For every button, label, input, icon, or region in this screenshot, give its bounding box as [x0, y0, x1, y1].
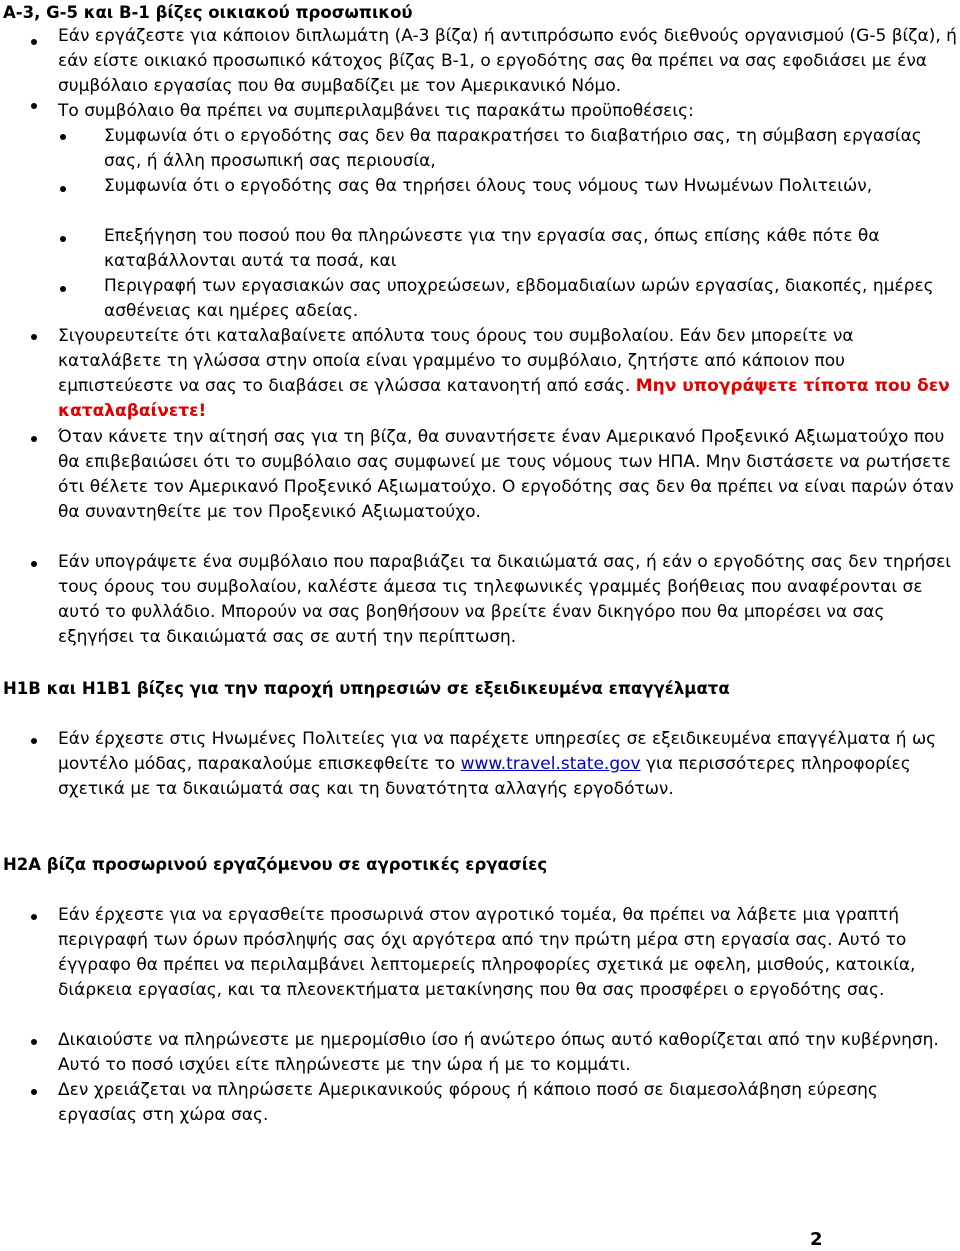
page-number: 2	[810, 1229, 823, 1250]
h1b-text-after: για περισσότερες πληροφορίες σχετικά με τα δικαιώματά σας και τη δυνατότητα αλλαγής εργοδότων.	[58, 754, 911, 799]
bullet-icon	[31, 914, 37, 920]
bullet-icon	[60, 286, 66, 292]
bullet-icon	[31, 561, 37, 567]
condition-pay: Επεξήγηση του ποσού που θα πληρώνεστε για την εργασία σας, όπως επίσης κάθε πότε θα καταβάλλονται αυτά τα ποσά, και	[104, 226, 880, 271]
understand-terms-text: Σιγουρευτείτε ότι καταλαβαίνετε απόλυτα τους όρους του συμβολαίου. Εάν δεν μπορείτε να καταλάβετε τη γλώσσα στην οποία είναι γραμμένο το συμβόλαιο, ζητήστε από κάποιον που εμπιστεύεστε να σας το διαβάσει σε γλώσσα κατανοητή από εσάς.	[58, 326, 854, 396]
section-heading-h1b: H1B και H1B1 βίζες για την παροχή υπηρεσιών σε εξειδικευμένα επαγγέλματα	[3, 679, 730, 698]
paragraph-contract-violation: Εάν υπογράψετε ένα συμβόλαιο που παραβιάζει τα δικαιώματά σας, ή εάν ο εργοδότης σας δεν τηρήσει τους όρους του συμβολαίου, καλέστε άμεσα τις τηλεφωνικές γραμμές βοήθειας που αναφέρονται σε αυτό το φυλλάδιο. Μπορούν να σας βοηθήσουν να βρείτε έναν δικηγόρο που θα μπορέσει να σας εξηγήσει τα δικαιώματά σας σε αυτή την περίπτωση.	[58, 552, 952, 647]
bullet-icon	[31, 738, 37, 744]
condition-duties: Περιγραφή των εργασιακών σας υποχρεώσεων, εβδομαδιαίων ωρών εργασίας, διακοπές, ημέρες ασθένειας και ημέρες αδείας.	[104, 276, 934, 321]
paragraph-understand-terms	[58, 324, 958, 424]
bullet-icon	[31, 39, 37, 45]
paragraph-h2a-terms: Εάν έρχεστε για να εργασθείτε προσωρινά στον αγροτικό τομέα, θα πρέπει να λάβετε μια γραπτή περιγραφή των όρων πρόσληψής σας όχι αργότερα από την πρώτη μέρα στη εργασία σας. Αυτό το έγγραφο θα πρέπει να περιλαμβάνει λεπτομερείς πληροφορίες σχετικά με οφελη, μισθούς, κατοικία, διάρκεια εργασίας, και τα πλεονεκτήματα μετακίνησης που θα σας προσφέρει ο εργοδότης σας.	[58, 905, 916, 1000]
section-heading-a3-g5-b1: A-3, G-5 και B-1 βίζες οικιακού προσωπικού	[3, 3, 413, 22]
paragraph-h1b-info	[58, 727, 958, 802]
bullet-icon	[31, 103, 37, 109]
paragraph-h2a-wage: Δικαιούστε να πληρώνεστε με ημερομίσθιο ίσο ή ανώτερο όπως αυτό καθορίζεται από την κυβέρνηση. Αυτό το ποσό ισχύει είτε πληρώνεστε με την ώρα ή με το κομμάτι.	[58, 1030, 939, 1075]
warning-text: Μην υπογράψετε τίποτα που δεν καταλαβαίνετε!	[58, 376, 950, 421]
bullet-icon	[60, 236, 66, 242]
bullet-icon	[31, 1089, 37, 1095]
condition-passport: Συμφωνία ότι ο εργοδότης σας δεν θα παρακρατήσει το διαβατήριο σας, τη σύμβαση εργασίας σας, ή άλλη προσωπική σας περιουσία,	[104, 126, 922, 171]
bullet-icon	[60, 134, 66, 140]
paragraph-employer-contract: Εάν εργάζεστε για κάποιον διπλωμάτη (A-3 βίζα) ή αντιπρόσωπο ενός διεθνούς οργανισμού (G-5 βίζα), ή εάν είστε οικιακό προσωπικό κάτοχος βίζας B-1, ο εργοδότης σας θα πρέπει να σας εφοδιάσει με ένα συμβόλαιο εργασίας που θα συμβαδίζει με τον Αμερικανικό Νόμο.	[58, 26, 957, 96]
h1b-text-before: Εάν έρχεστε στις Ηνωμένες Πολιτείες για να παρέχετε υπηρεσίες σε εξειδικευμένα επαγγέλματα ή ως μοντέλο μόδας, παρακαλούμε επισκεφθείτε το	[58, 729, 937, 774]
paragraph-h2a-fees: Δεν χρειάζεται να πληρώσετε Αμερικανικούς φόρους ή κάποιο ποσό σε διαμεσολάβηση εύρεσης εργασίας στη χώρα σας.	[58, 1080, 878, 1125]
bullet-icon	[31, 1039, 37, 1045]
section-heading-h2a: H2A βίζα προσωρινού εργαζόμενου σε αγροτικές εργασίες	[3, 855, 548, 874]
bullet-icon	[60, 186, 66, 192]
condition-laws: Συμφωνία ότι ο εργοδότης σας θα τηρήσει όλους τους νόμους των Ηνωμένων Πολιτειών,	[104, 176, 873, 196]
travel-state-gov-link[interactable]: www.travel.state.gov	[460, 754, 641, 774]
paragraph-consular-officer: Όταν κάνετε την αίτησή σας για τη βίζα, θα συναντήσετε έναν Αμερικανό Προξενικό Αξιωματούχο που θα επιβεβαιώσει ότι το συμβόλαιο σας συμφωνεί με τους νόμους των ΗΠΑ. Μην διστάσετε να ρωτήσετε ότι θέλετε τον Αμερικανό Προξενικό Αξιωματούχο. Ο εργοδότης σας δεν θα πρέπει να είναι παρών όταν θα συναντηθείτε με τον Προξενικό Αξιωματούχο.	[58, 427, 954, 522]
bullet-icon	[31, 436, 37, 442]
paragraph-contract-conditions: Το συμβόλαιο θα πρέπει να συμπεριλαμβάνει τις παρακάτω προϋποθέσεις:	[58, 101, 694, 121]
bullet-icon	[31, 334, 37, 340]
